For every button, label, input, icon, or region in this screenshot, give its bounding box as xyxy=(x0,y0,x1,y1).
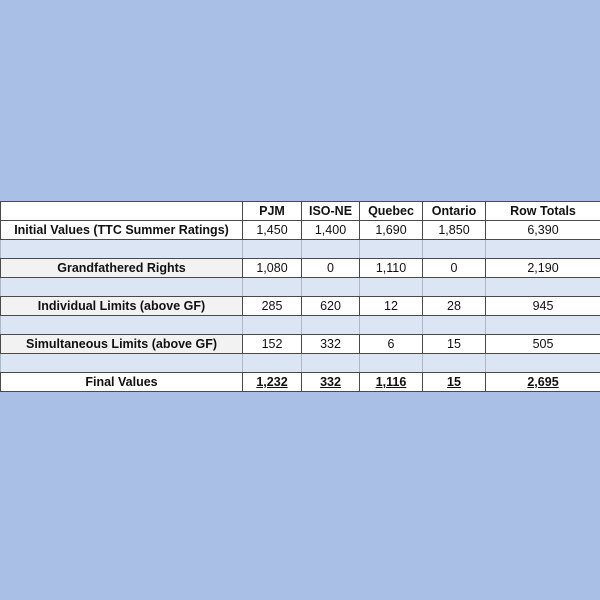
spacer-cell xyxy=(243,240,302,259)
allocation-table xyxy=(0,201,600,392)
spacer-cell xyxy=(423,354,486,373)
row-label: Individual Limits (above GF) xyxy=(1,297,243,316)
spacer-cell xyxy=(243,278,302,297)
cell-pjm: 1,232 xyxy=(243,373,302,392)
row-label: Initial Values (TTC Summer Ratings) xyxy=(1,221,243,240)
header-pjm: PJM xyxy=(243,202,302,221)
spacer-row xyxy=(1,240,600,259)
spacer-cell xyxy=(1,354,243,373)
spacer-row xyxy=(1,354,600,373)
header-ontario: Ontario xyxy=(423,202,486,221)
cell-quebec: 1,690 xyxy=(360,221,423,240)
row-individual-limits xyxy=(1,297,600,316)
spacer-row xyxy=(1,316,600,335)
cell-iso-ne: 1,400 xyxy=(302,221,360,240)
spacer-cell xyxy=(486,240,600,259)
cell-iso-ne: 332 xyxy=(302,335,360,354)
cell-row-total: 2,695 xyxy=(486,373,600,392)
spacer-cell xyxy=(360,240,423,259)
row-label: Final Values xyxy=(1,373,243,392)
spacer-cell xyxy=(243,316,302,335)
cell-ontario: 0 xyxy=(423,259,486,278)
cell-iso-ne: 332 xyxy=(302,373,360,392)
cell-ontario: 1,850 xyxy=(423,221,486,240)
spacer-row xyxy=(1,278,600,297)
cell-quebec: 1,116 xyxy=(360,373,423,392)
cell-pjm: 152 xyxy=(243,335,302,354)
row-initial-values xyxy=(1,221,600,240)
spacer-cell xyxy=(360,278,423,297)
header-iso-ne: ISO-NE xyxy=(302,202,360,221)
row-label: Grandfathered Rights xyxy=(1,259,243,278)
spacer-cell xyxy=(423,240,486,259)
header-corner-cell xyxy=(1,202,243,221)
spacer-cell xyxy=(486,354,600,373)
cell-row-total: 945 xyxy=(486,297,600,316)
spacer-cell xyxy=(1,316,243,335)
cell-pjm: 1,450 xyxy=(243,221,302,240)
header-quebec: Quebec xyxy=(360,202,423,221)
spacer-cell xyxy=(360,316,423,335)
spacer-cell xyxy=(486,316,600,335)
cell-pjm: 285 xyxy=(243,297,302,316)
row-grandfathered-rights xyxy=(1,259,600,278)
cell-iso-ne: 620 xyxy=(302,297,360,316)
cell-row-total: 505 xyxy=(486,335,600,354)
spacer-cell xyxy=(302,316,360,335)
row-final-values xyxy=(1,373,600,392)
cell-iso-ne: 0 xyxy=(302,259,360,278)
cell-ontario: 15 xyxy=(423,373,486,392)
cell-ontario: 28 xyxy=(423,297,486,316)
spacer-cell xyxy=(1,240,243,259)
row-simultaneous-limits xyxy=(1,335,600,354)
spacer-cell xyxy=(423,316,486,335)
row-label: Simultaneous Limits (above GF) xyxy=(1,335,243,354)
header-row-totals: Row Totals xyxy=(486,202,600,221)
cell-row-total: 6,390 xyxy=(486,221,600,240)
allocation-table-container xyxy=(0,201,600,392)
spacer-cell xyxy=(423,278,486,297)
cell-row-total: 2,190 xyxy=(486,259,600,278)
spacer-cell xyxy=(243,354,302,373)
spacer-cell xyxy=(486,278,600,297)
spacer-cell xyxy=(302,240,360,259)
spacer-cell xyxy=(360,354,423,373)
spacer-cell xyxy=(302,354,360,373)
spacer-cell xyxy=(1,278,243,297)
cell-ontario: 15 xyxy=(423,335,486,354)
table-header-row xyxy=(1,202,600,221)
cell-pjm: 1,080 xyxy=(243,259,302,278)
spacer-cell xyxy=(302,278,360,297)
cell-quebec: 6 xyxy=(360,335,423,354)
cell-quebec: 1,110 xyxy=(360,259,423,278)
cell-quebec: 12 xyxy=(360,297,423,316)
